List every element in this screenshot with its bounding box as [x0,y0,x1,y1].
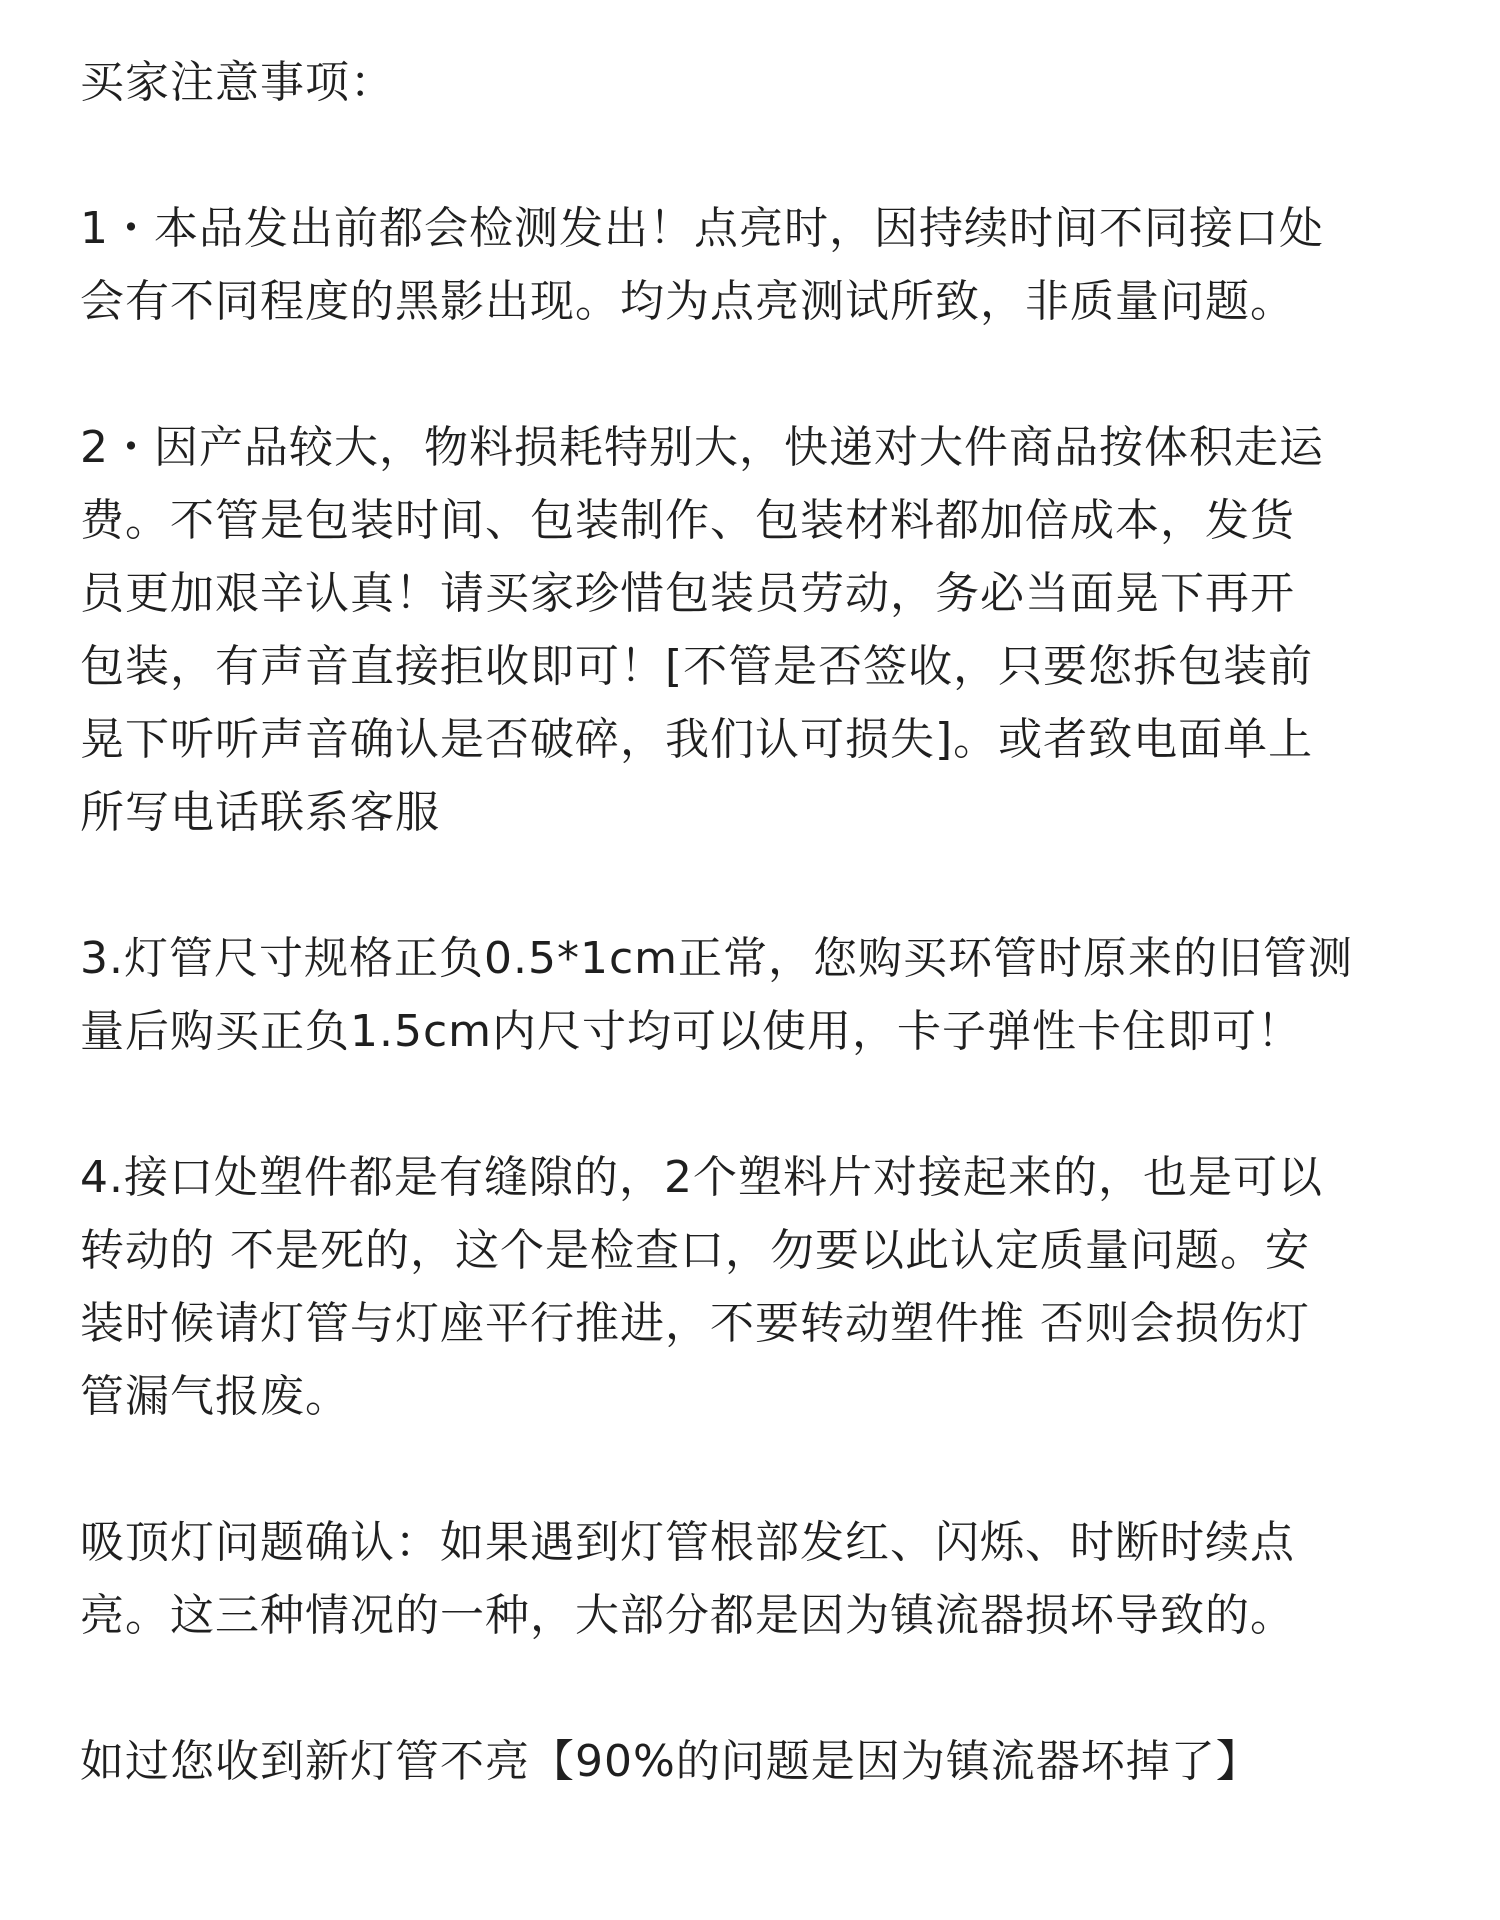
text-line: 装时候请灯管与灯座平行推进，不要转动塑件推 否则会损伤灯 [80,1298,1310,1349]
paragraph-gap [80,849,1450,922]
text-line: 4.接口处塑件都是有缝隙的，2个塑料片对接起来的，也是可以 [80,1152,1323,1203]
text-line: 员更加艰辛认真！请买家珍惜包装员劳动，务必当面晃下再开 [80,568,1295,619]
final-note: 如过您收到新灯管不亮【90%的问题是因为镇流器坏掉了】 [80,1736,1261,1787]
paragraph-gap [80,1652,1450,1725]
text-line: 吸顶灯问题确认：如果遇到灯管根部发红、闪烁、时断时续点 [80,1517,1295,1568]
ceiling-light-note [80,1506,1450,1652]
notice-item-2 [80,411,1450,849]
text-line: 晃下听听声音确认是否破碎，我们认可损失]。或者致电面单上 [80,714,1314,765]
notice-item-3 [80,922,1450,1068]
text-line: 2・因产品较大，物料损耗特别大，快递对大件商品按体积走运 [80,422,1324,473]
paragraph-gap [80,119,1450,192]
paragraph-gap [80,1433,1450,1506]
notice-item-4 [80,1141,1450,1433]
text-line: 会有不同程度的黑影出现。均为点亮测试所致，非质量问题。 [80,276,1295,327]
text-line: 亮。这三种情况的一种，大部分都是因为镇流器损坏导致的。 [80,1590,1295,1641]
text-line: 转动的 不是死的，这个是检查口，勿要以此认定质量问题。安 [80,1225,1310,1276]
text-line: 费。不管是包装时间、包装制作、包装材料都加倍成本，发货 [80,495,1295,546]
text-line: 1・本品发出前都会检测发出！点亮时，因持续时间不同接口处 [80,203,1324,254]
text-line: 管漏气报废。 [80,1371,350,1422]
buyer-notice-document [80,46,1450,1798]
notice-item-1 [80,192,1450,338]
text-line: 3.灯管尺寸规格正负0.5*1cm正常，您购买环管时原来的旧管测 [80,933,1353,984]
paragraph-gap [80,338,1450,411]
text-line: 量后购买正负1.5cm内尺寸均可以使用，卡子弹性卡住即可！ [80,1006,1303,1057]
notice-heading: 买家注意事项： [80,57,395,108]
text-line: 所写电话联系客服 [80,787,440,838]
paragraph-gap [80,1068,1450,1141]
text-line: 包装，有声音直接拒收即可！[不管是否签收，只要您拆包装前 [80,641,1314,692]
